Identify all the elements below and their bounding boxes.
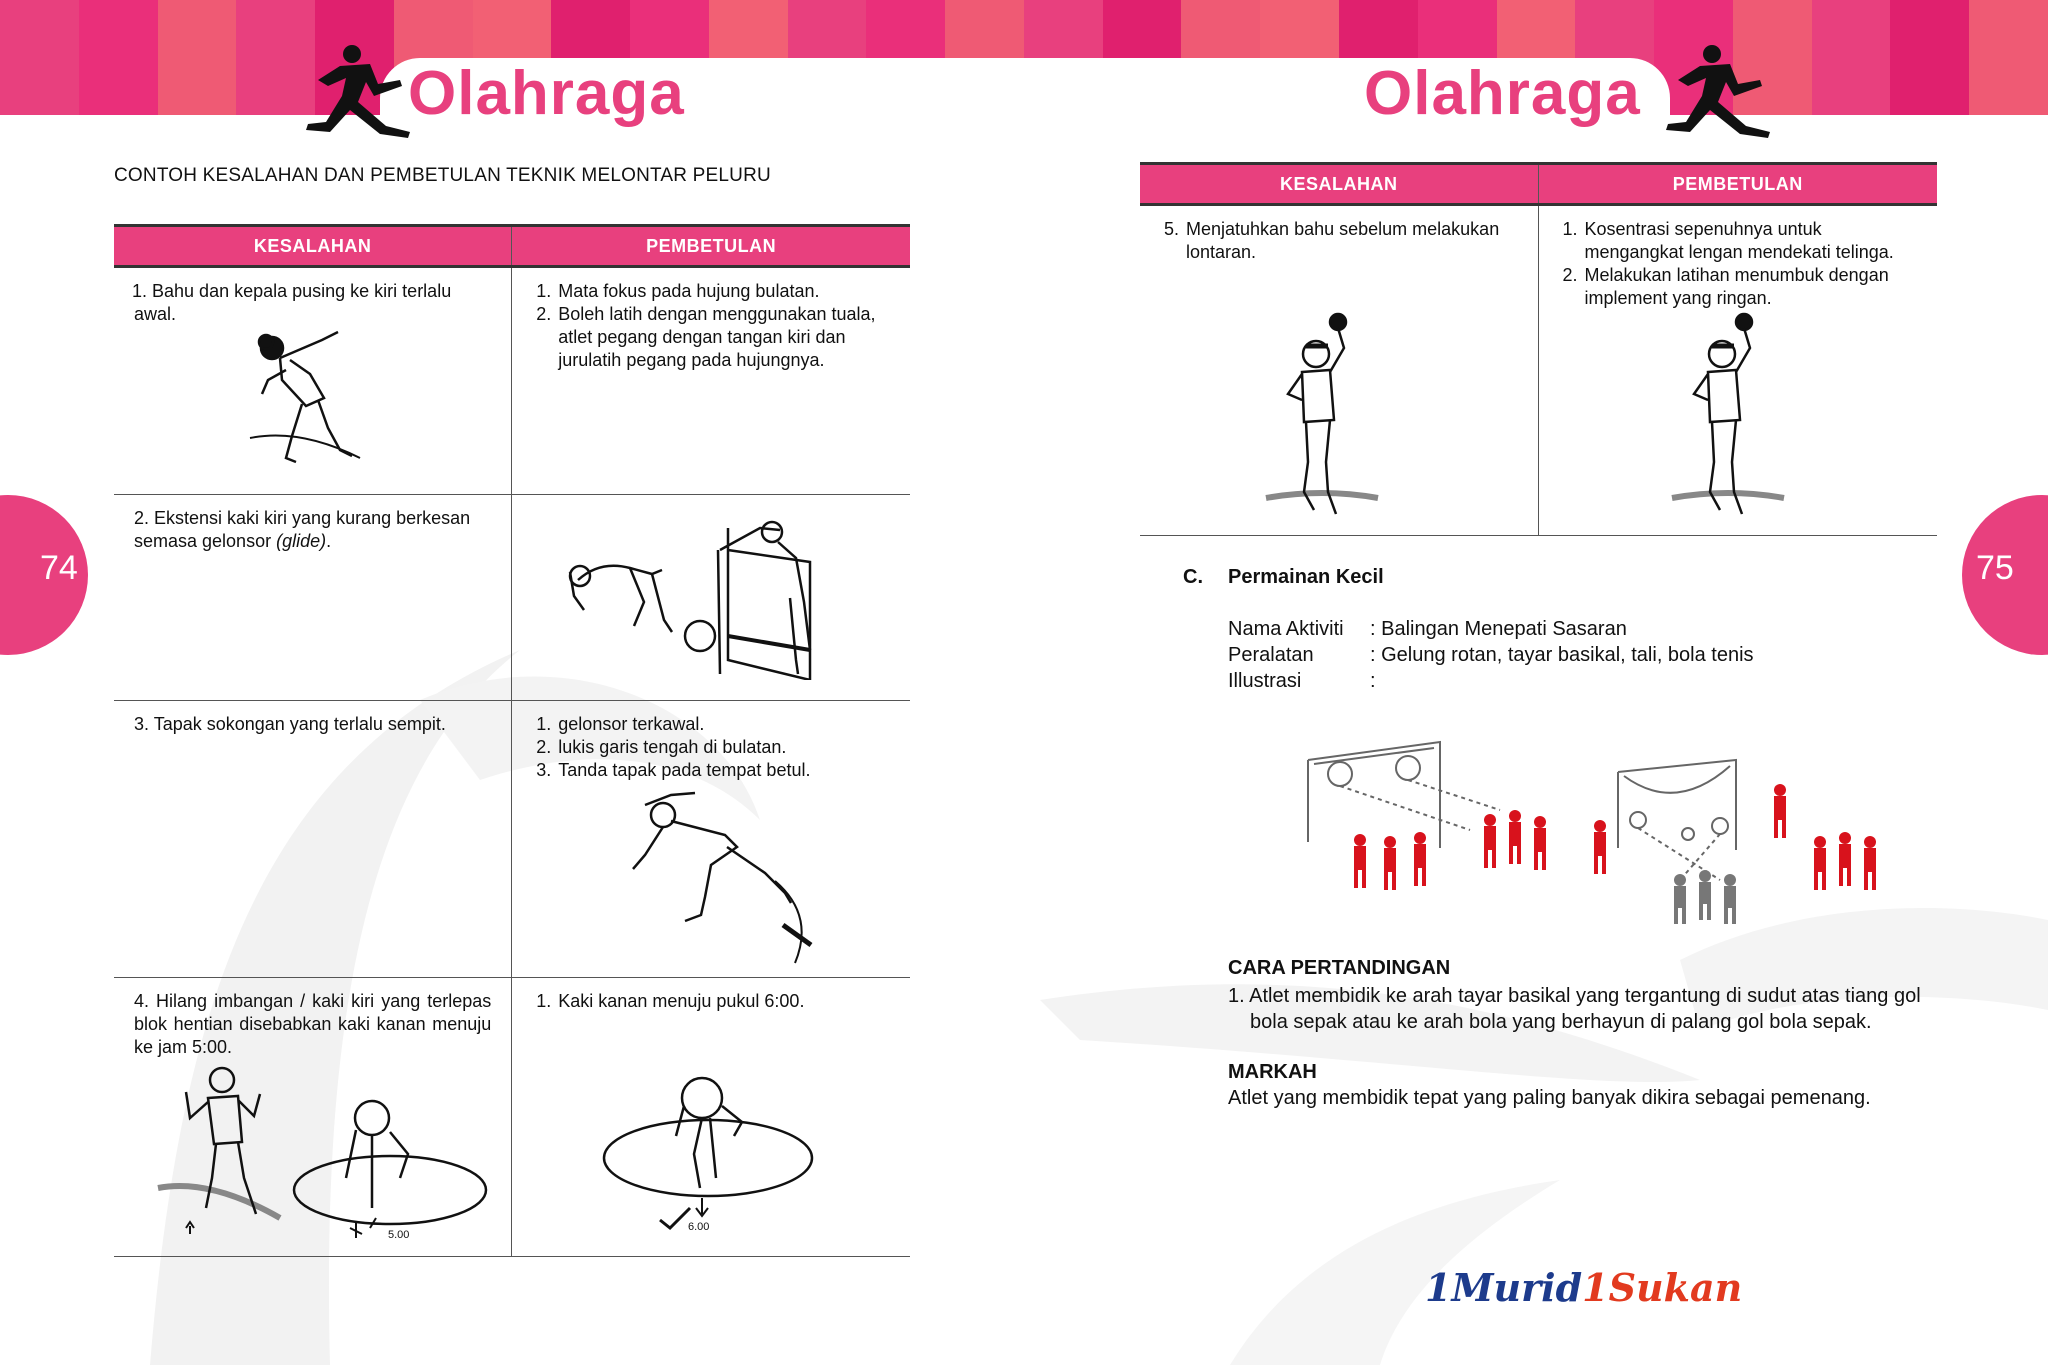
table-row bbox=[114, 267, 910, 495]
athlete-illustration bbox=[1262, 312, 1382, 522]
page-number: 75 bbox=[1976, 549, 2014, 587]
balance-loss-illustration bbox=[150, 1058, 490, 1248]
fix-list bbox=[526, 713, 896, 782]
table-header-row bbox=[114, 226, 910, 267]
list-item: 1. gelonsor terkawal. bbox=[556, 713, 896, 736]
list-item: 1. Kosentrasi sepenuhnya untuk mengangkat lengan mendekati telinga. bbox=[1583, 218, 1923, 264]
list-item: 2. lukis garis tengah di bulatan. bbox=[556, 736, 896, 759]
athlete-illustration bbox=[240, 318, 370, 478]
section-title: Permainan Kecil bbox=[1228, 566, 1384, 588]
athlete-illustration bbox=[1668, 312, 1788, 522]
list-item: 2. Boleh latih dengan menggunakan tuala, atlet pegang dengan tangan kiri dan jurulatih pegang pada hujungnya. bbox=[556, 303, 896, 372]
info-row bbox=[1228, 616, 1754, 642]
fix-list bbox=[526, 280, 896, 372]
error-text-part: . bbox=[326, 531, 332, 551]
fix-list bbox=[1553, 218, 1923, 310]
list-item: 5. Menjatuhkan bahu sebelum melakukan lontaran. bbox=[1184, 218, 1524, 264]
column-header: KESALAHAN bbox=[114, 226, 512, 267]
table-header-row bbox=[1140, 164, 1937, 205]
info-value: : Balingan Menepati Sasaran bbox=[1370, 618, 1627, 640]
info-value: : Gelung rotan, tayar basikal, tali, bola tenis bbox=[1370, 644, 1754, 666]
correction-illustration bbox=[590, 1058, 830, 1238]
game-illustration bbox=[1300, 730, 1900, 930]
list-item: 1. Kaki kanan menuju pukul 6:00. bbox=[556, 990, 896, 1013]
runner-icon bbox=[1660, 40, 1770, 140]
error-text-italic: (glide) bbox=[276, 531, 327, 551]
glide-drill-illustration bbox=[560, 510, 840, 680]
page-title: Olahraga bbox=[408, 59, 685, 128]
page-number: 74 bbox=[40, 549, 78, 587]
error-text: 1. Bahu dan kepala pusing ke kiri terlalu awal. bbox=[132, 281, 452, 324]
section-letter: C. bbox=[1183, 566, 1203, 588]
info-key: Illustrasi bbox=[1228, 670, 1302, 692]
section-heading: CONTOH KESALAHAN DAN PEMBETULAN TEKNIK MELONTAR PELURU bbox=[114, 165, 771, 186]
error-text bbox=[128, 507, 497, 553]
error-text-part: 2. Ekstensi kaki kiri yang kurang berkesan semasa gelonsor bbox=[134, 508, 471, 551]
instruction-text: 1. Atlet membidik ke arah tayar basikal yang tergantung di sudut atas tiang gol bola sepak atau ke arah bola yang berhayun di palang gol bola sepak. bbox=[1228, 985, 1921, 1033]
error-list bbox=[1154, 218, 1524, 264]
info-key: Nama Aktiviti bbox=[1228, 618, 1344, 640]
activity-info bbox=[1228, 616, 1754, 694]
page-title: Olahraga bbox=[1364, 59, 1641, 128]
table-row bbox=[1140, 205, 1937, 536]
info-row bbox=[1228, 668, 1754, 694]
error-cell bbox=[114, 701, 512, 978]
athlete-illustration bbox=[615, 785, 825, 965]
info-row bbox=[1228, 642, 1754, 668]
column-header: KESALAHAN bbox=[1140, 164, 1538, 205]
fix-list bbox=[526, 990, 896, 1013]
subheading: MARKAH bbox=[1228, 1061, 1317, 1083]
error-cell bbox=[114, 495, 512, 701]
figure-label: 5.00 bbox=[388, 1229, 410, 1241]
info-key: Peralatan bbox=[1228, 644, 1314, 666]
column-header: PEMBETULAN bbox=[1538, 164, 1937, 205]
list-item: 1. Mata fokus pada hujung bulatan. bbox=[556, 280, 896, 303]
brand-logo-part: 1Sukan bbox=[1582, 1265, 1743, 1310]
brand-logo bbox=[1425, 1265, 1742, 1310]
error-text: 4. Hilang imbangan / kaki kiri yang terlepas blok hentian disebabkan kaki kanan menuju ke jam 5:00. bbox=[134, 991, 492, 1057]
figure-label: 6.00 bbox=[688, 1221, 710, 1233]
error-text: 3. Tapak sokongan yang terlalu sempit. bbox=[134, 714, 446, 734]
subheading: CARA PERTANDINGAN bbox=[1228, 957, 1451, 979]
list-item: 2. Melakukan latihan menumbuk dengan implement yang ringan. bbox=[1583, 264, 1923, 310]
column-header: PEMBETULAN bbox=[512, 226, 910, 267]
scoring-text: Atlet yang membidik tepat yang paling banyak dikira sebagai pemenang. bbox=[1228, 1087, 1871, 1109]
info-value: : bbox=[1370, 670, 1376, 692]
runner-icon bbox=[300, 40, 410, 140]
brand-logo-part: 1Murid bbox=[1425, 1265, 1583, 1310]
fix-cell bbox=[512, 267, 910, 495]
error-correction-table bbox=[1140, 162, 1937, 536]
list-item: 3. Tanda tapak pada tempat betul. bbox=[556, 759, 896, 782]
